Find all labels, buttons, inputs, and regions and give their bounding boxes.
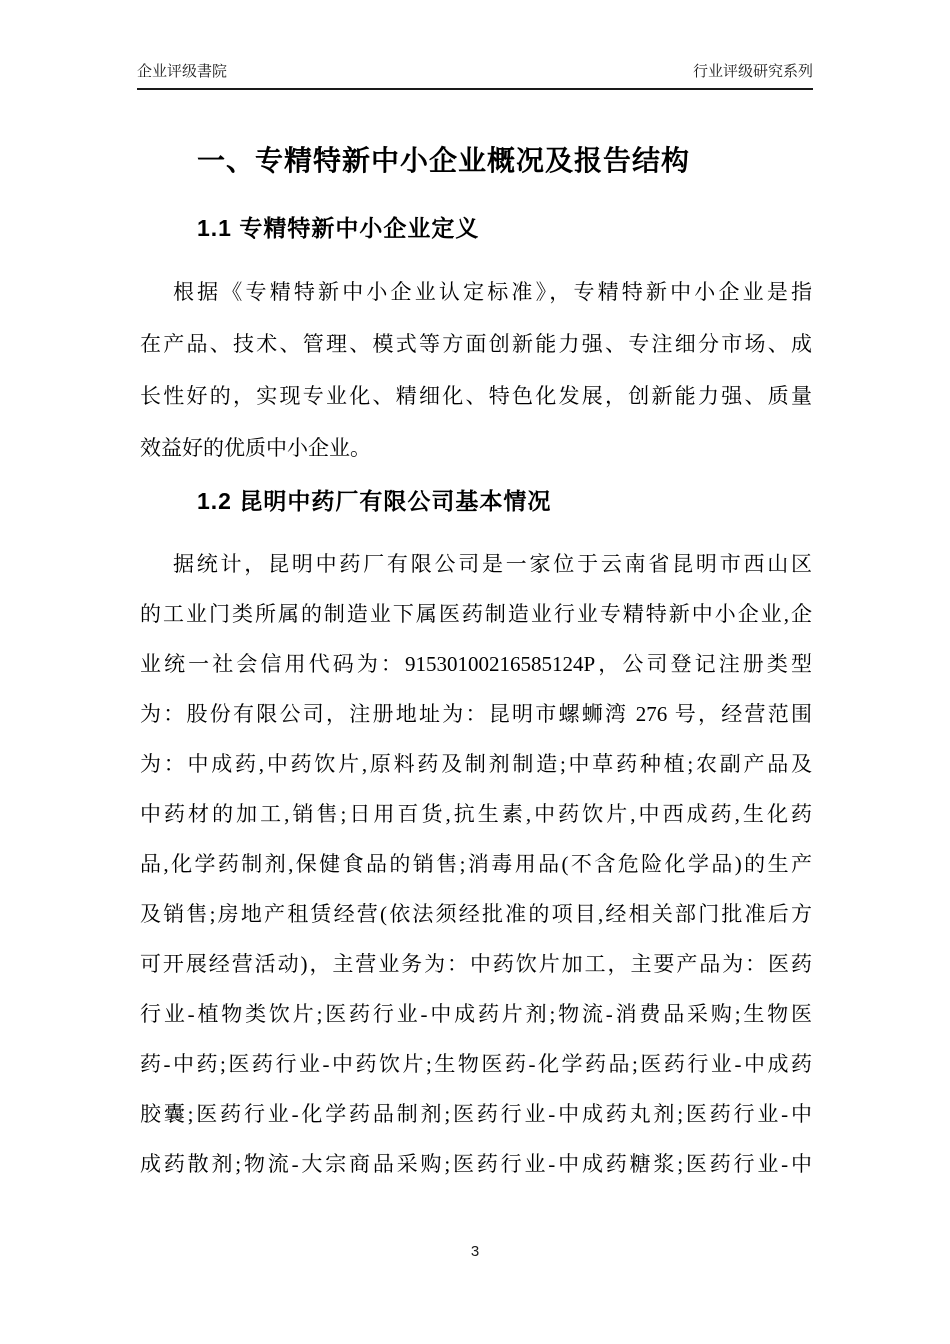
text-line: 在产品、技术、管理、模式等方面创新能力强、专注细分市场、成 xyxy=(140,332,812,356)
text-line: 的工业门类所属的制造业下属医药制造业行业专精特新中小企业,企 xyxy=(140,602,812,626)
text-line: 为：股份有限公司，注册地址为：昆明市螺蛳湾 276 号，经营范围 xyxy=(140,702,812,726)
paragraph-company-profile xyxy=(140,539,812,1189)
text-line: 成药散剂;物流-大宗商品采购;医药行业-中成药糖浆;医药行业-中 xyxy=(140,1152,812,1176)
page-number: 3 xyxy=(470,1243,480,1260)
text-line: 效益好的优质中小企业。 xyxy=(140,436,371,460)
text-line: 业统一社会信用代码为：91530100216585124P，公司登记注册类型 xyxy=(140,652,812,676)
subsection-1-1-title: 1.1 专精特新中小企业定义 xyxy=(197,215,480,241)
text-line: 及销售;房地产租赁经营(依法须经批准的项目,经相关部门批准后方 xyxy=(140,902,812,926)
paragraph-definition xyxy=(140,266,812,474)
text-line: 品,化学药制剂,保健食品的销售;消毒用品(不含危险化学品)的生产 xyxy=(140,852,812,876)
header-right-text: 行业评级研究系列 xyxy=(692,63,813,80)
text-line: 长性好的，实现专业化、精细化、特色化发展，创新能力强、质量 xyxy=(140,384,812,408)
page-footer xyxy=(0,1242,950,1262)
subsection-1-2-title: 1.2 昆明中药厂有限公司基本情况 xyxy=(197,488,552,514)
text-line: 中药材的加工,销售;日用百货,抗生素,中药饮片,中西成药,生化药 xyxy=(140,802,812,826)
text-line: 据统计，昆明中药厂有限公司是一家位于云南省昆明市西山区 xyxy=(173,552,812,576)
page-header xyxy=(137,62,813,90)
header-left-text: 企业评级書院 xyxy=(137,63,228,80)
section-title: 一、专精特新中小企业概况及报告结构 xyxy=(197,145,691,176)
text-line: 药-中药;医药行业-中药饮片;生物医药-化学药品;医药行业-中成药 xyxy=(140,1052,812,1076)
text-line: 行业-植物类饮片;医药行业-中成药片剂;物流-消费品采购;生物医 xyxy=(140,1002,812,1026)
document-body xyxy=(140,90,812,1189)
text-line: 根据《专精特新中小企业认定标准》，专精特新中小企业是指 xyxy=(173,280,812,304)
text-line: 可开展经营活动)，主营业务为：中药饮片加工，主要产品为：医药 xyxy=(140,952,812,976)
text-line: 为：中成药,中药饮片,原料药及制剂制造;中草药种植;农副产品及 xyxy=(140,752,812,776)
text-line: 胶囊;医药行业-化学药品制剂;医药行业-中成药丸剂;医药行业-中 xyxy=(140,1102,812,1126)
